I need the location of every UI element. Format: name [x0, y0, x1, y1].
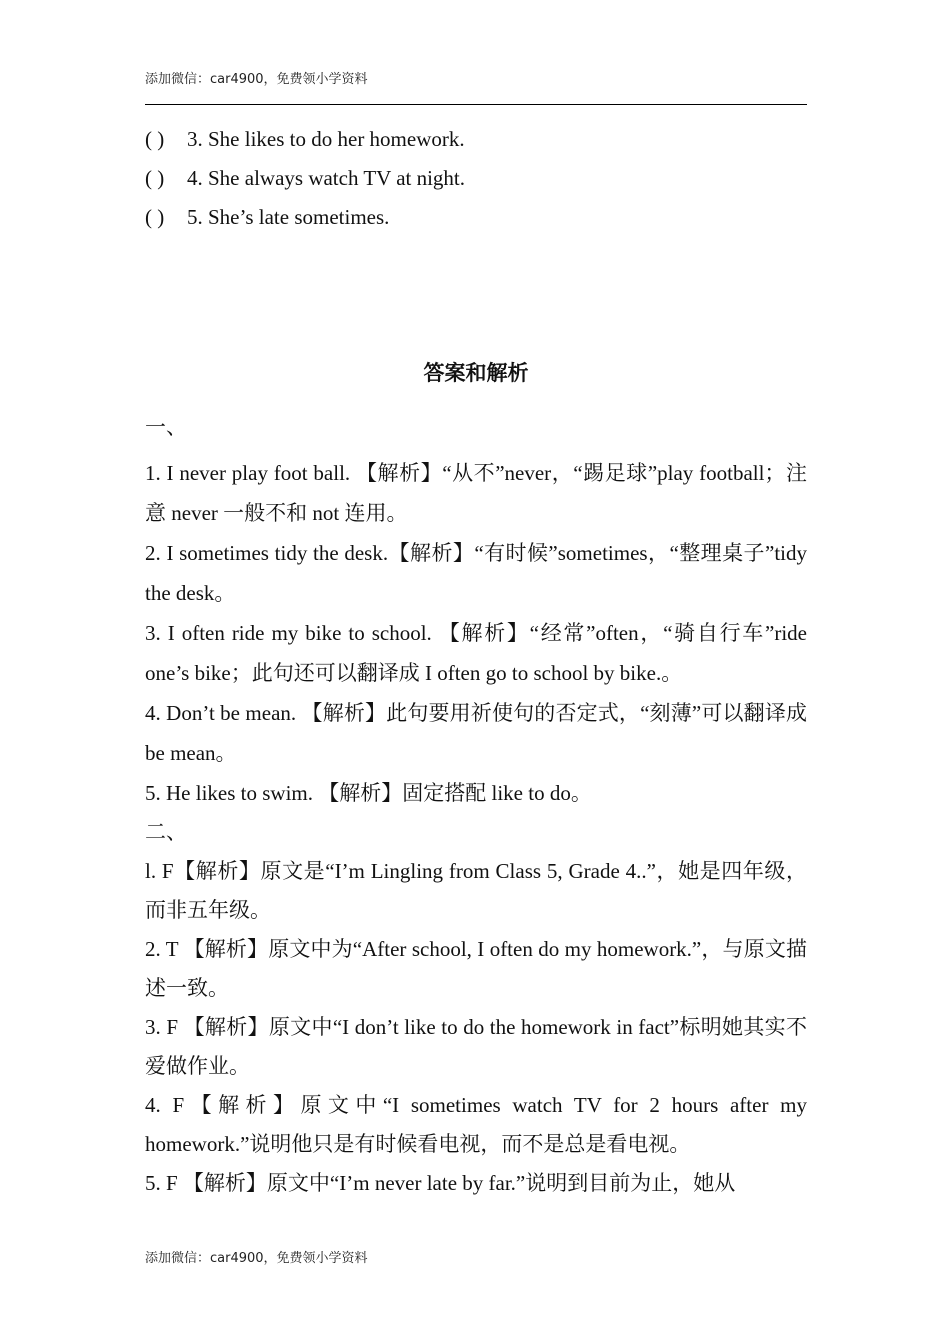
footer-note: 添加微信：car4900，免费领小学资料	[145, 1251, 368, 1266]
answer-blank: ( )	[145, 205, 165, 229]
judgement-text: 5. She’s late sometimes.	[187, 205, 390, 229]
answer-item: 2. T 【解析】原文中为“After school, I often do my homework.”，与原文描述一致。	[145, 937, 807, 1000]
answer-blank: ( )	[145, 127, 165, 151]
judgement-text: 3. She likes to do her homework.	[187, 127, 465, 151]
answer-item: 2. I sometimes tidy the desk.【解析】“有时候”sometimes，“整理桌子”tidy the desk。	[145, 541, 807, 605]
answer-blank: ( )	[145, 166, 165, 190]
answer-item: l. F【解析】原文是“I’m Lingling from Class 5, Grade 4..”，她是四年级，而非五年级。	[145, 859, 807, 922]
part2-heading: 二、	[145, 820, 187, 844]
answer-item: 5. He likes to swim. 【解析】固定搭配 like to do。	[145, 781, 592, 805]
header-divider	[145, 104, 807, 105]
judgement-text: 4. She always watch TV at night.	[187, 166, 466, 190]
answer-section-title: 答案和解析	[423, 361, 529, 385]
header-note: 添加微信：car4900，免费领小学资料	[145, 72, 368, 87]
answer-item: 1. I never play foot ball. 【解析】“从不”never，“踢足球”play football；注意 never 一般不和 not 连用。	[145, 461, 807, 525]
answer-item: 5. F 【解析】原文中“I’m never late by far.”说明到目前为止，她从	[145, 1171, 736, 1195]
answer-item: 3. F 【解析】原文中“I don’t like to do the homework in fact”标明她其实不爱做作业。	[145, 1015, 807, 1078]
judgement-item	[145, 120, 807, 159]
answer-item: 3. I often ride my bike to school. 【解析】“经常”often，“骑自行车”ride one’s bike；此句还可以翻译成 I often go to school by bike.。	[145, 621, 807, 685]
page-content	[145, 120, 807, 1195]
answer-list	[145, 453, 807, 1203]
judgement-item	[145, 198, 807, 237]
answer-item: 4. F【解析】原文中“I sometimes watch TV for 2 hours after my homework.”说明他只是有时候看电视，而不是总是看电视。	[145, 1093, 807, 1156]
answer-item: 4. Don’t be mean. 【解析】此句要用祈使句的否定式，“刻薄”可以翻译成 be mean。	[145, 701, 807, 765]
judgement-item	[145, 159, 807, 198]
part1-heading: 一、	[145, 415, 187, 439]
